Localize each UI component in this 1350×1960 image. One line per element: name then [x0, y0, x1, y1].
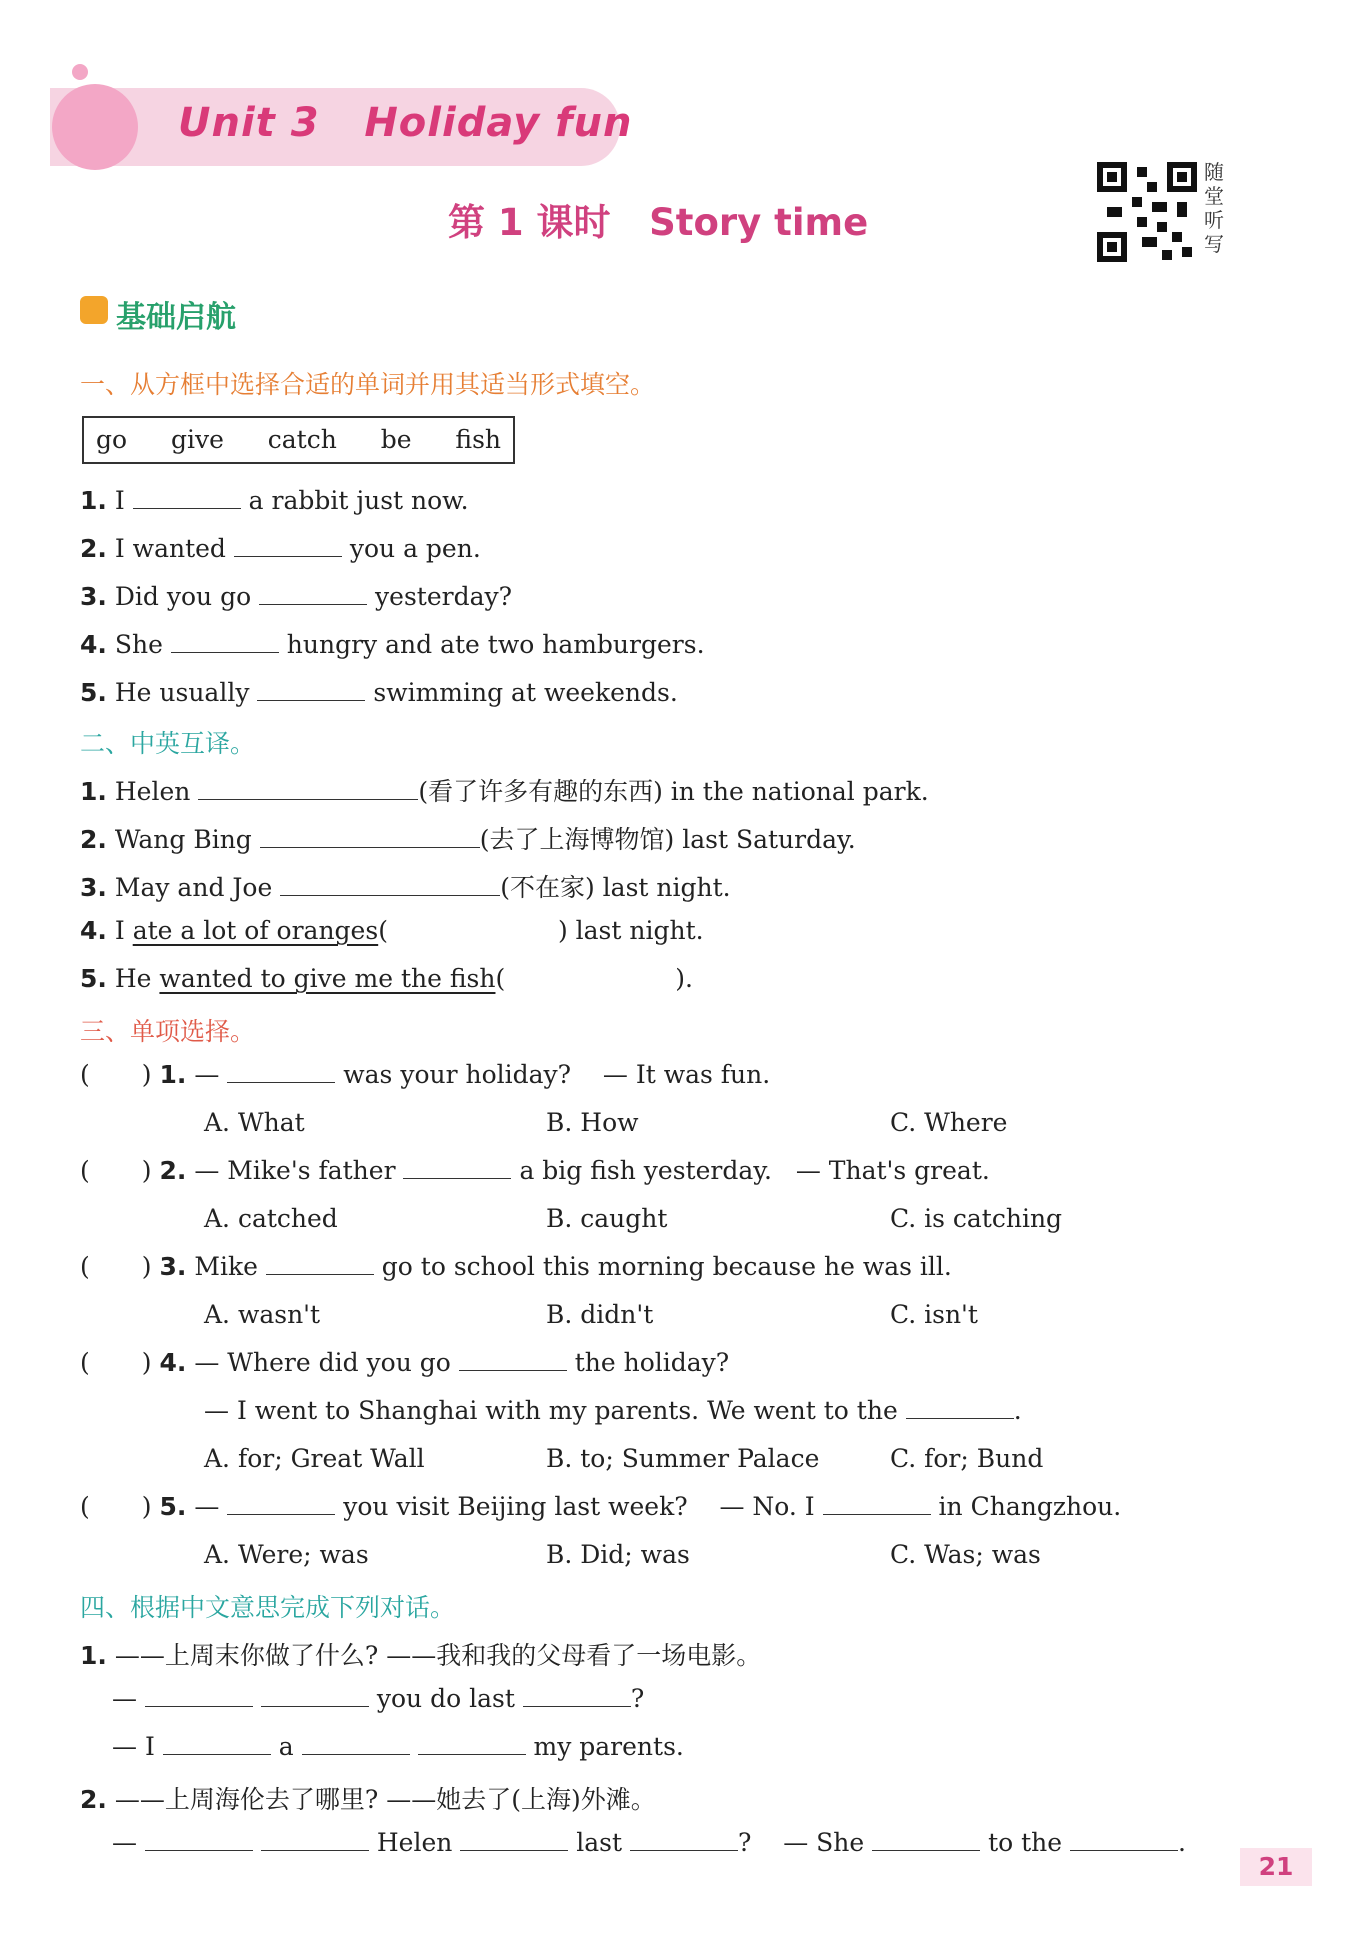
part3-question-5: ( ) 5. — you visit Beijing last week? — No. I in Changzhou.	[80, 1492, 1122, 1521]
part4-title: 四、根据中文意思完成下列对话。	[80, 1593, 456, 1622]
answer-blank[interactable]	[460, 1828, 568, 1851]
option-a[interactable]: A. wasn't	[204, 1300, 321, 1329]
answer-blank[interactable]	[145, 1828, 253, 1851]
part4-item-2-line1: — Helen last ? — She to the .	[112, 1828, 1186, 1857]
part4-item-1-line1: — you do last ?	[112, 1684, 645, 1713]
answer-blank[interactable]	[133, 486, 241, 509]
answer-blank[interactable]	[459, 1348, 567, 1371]
part2-item-5: 5. He wanted to give me the fish( ).	[80, 964, 693, 993]
answer-blank[interactable]	[227, 1060, 335, 1083]
part3-title: 三、单项选择。	[80, 1017, 256, 1046]
part1-item-5: 5. He usually swimming at weekends.	[80, 678, 678, 707]
option-b[interactable]: B. caught	[546, 1204, 668, 1233]
answer-blank[interactable]	[302, 1732, 410, 1755]
part2-item-3: 3. May and Joe (不在家) last night.	[80, 873, 731, 902]
part2-title: 二、中英互译。	[80, 729, 256, 758]
option-a[interactable]: A. catched	[204, 1204, 338, 1233]
answer-blank[interactable]	[280, 873, 500, 896]
part4-item-2-cn: 2. ——上周海伦去了哪里? ——她去了(上海)外滩。	[80, 1785, 656, 1814]
answer-blank[interactable]	[523, 1684, 631, 1707]
part3-question-1: ( ) 1. — was your holiday? — It was fun.	[80, 1060, 771, 1089]
part3-question-2: ( ) 2. — Mike's father a big fish yesterday. — That's great.	[80, 1156, 990, 1185]
part3-question-4: ( ) 4. — Where did you go the holiday?	[80, 1348, 730, 1377]
answer-blank[interactable]	[163, 1732, 271, 1755]
answer-blank[interactable]	[261, 1828, 369, 1851]
answer-blank[interactable]	[227, 1492, 335, 1515]
part2-item-1: 1. Helen (看了许多有趣的东西) in the national park.	[80, 777, 929, 806]
option-b[interactable]: B. Did; was	[546, 1540, 690, 1569]
option-c[interactable]: C. is catching	[890, 1204, 1063, 1233]
qr-code-icon[interactable]	[1097, 162, 1197, 262]
part2-item-4: 4. I ate a lot of oranges( ) last night.	[80, 916, 704, 945]
option-a[interactable]: A. What	[204, 1108, 305, 1137]
answer-blank[interactable]	[260, 825, 480, 848]
option-b[interactable]: B. How	[546, 1108, 639, 1137]
option-b[interactable]: B. didn't	[546, 1300, 654, 1329]
part4-item-1-cn: 1. ——上周末你做了什么? ——我和我的父母看了一场电影。	[80, 1641, 762, 1670]
option-c[interactable]: C. for; Bund	[890, 1444, 1044, 1473]
answer-blank[interactable]	[257, 678, 365, 701]
answer-blank[interactable]	[234, 534, 342, 557]
answer-blank[interactable]	[198, 777, 418, 800]
mascot-icon	[52, 84, 138, 170]
option-c[interactable]: C. isn't	[890, 1300, 978, 1329]
part1-item-4: 4. She hungry and ate two hamburgers.	[80, 630, 705, 659]
part1-item-2: 2. I wanted you a pen.	[80, 534, 481, 563]
page-number: 21	[1240, 1848, 1312, 1886]
option-a[interactable]: A. Were; was	[204, 1540, 369, 1569]
option-b[interactable]: B. to; Summer Palace	[546, 1444, 820, 1473]
answer-blank[interactable]	[418, 1732, 526, 1755]
option-a[interactable]: A. for; Great Wall	[204, 1444, 425, 1473]
answer-blank[interactable]	[906, 1396, 1014, 1419]
answer-blank[interactable]	[261, 1684, 369, 1707]
lesson-title: 第 1 课时 Story time	[448, 201, 869, 244]
part1-item-1: 1. I a rabbit just now.	[80, 486, 469, 515]
part3-question-3: ( ) 3. Mike go to school this morning because he was ill.	[80, 1252, 952, 1281]
answer-blank[interactable]	[145, 1684, 253, 1707]
section-icon	[80, 296, 108, 324]
option-c[interactable]: C. Was; was	[890, 1540, 1041, 1569]
answer-blank[interactable]	[1070, 1828, 1178, 1851]
part1-title: 一、从方框中选择合适的单词并用其适当形式填空。	[80, 370, 656, 399]
qr-label: 随堂听写	[1204, 160, 1224, 256]
answer-blank[interactable]	[403, 1156, 511, 1179]
part3-question-4-line2: — I went to Shanghai with my parents. We went to the .	[204, 1396, 1022, 1425]
answer-blank[interactable]	[823, 1492, 931, 1515]
part1-item-3: 3. Did you go yesterday?	[80, 582, 513, 611]
part4-item-1-line2: — I a my parents.	[112, 1732, 684, 1761]
word-box: go give catch be fish	[82, 416, 515, 464]
answer-blank[interactable]	[630, 1828, 738, 1851]
section-heading: 基础启航	[116, 300, 236, 335]
option-c[interactable]: C. Where	[890, 1108, 1008, 1137]
part2-item-2: 2. Wang Bing (去了上海博物馆) last Saturday.	[80, 825, 856, 854]
answer-blank[interactable]	[872, 1828, 980, 1851]
answer-blank[interactable]	[259, 582, 367, 605]
answer-blank[interactable]	[266, 1252, 374, 1275]
unit-title: Unit 3 Holiday fun	[178, 100, 633, 146]
answer-blank[interactable]	[171, 630, 279, 653]
